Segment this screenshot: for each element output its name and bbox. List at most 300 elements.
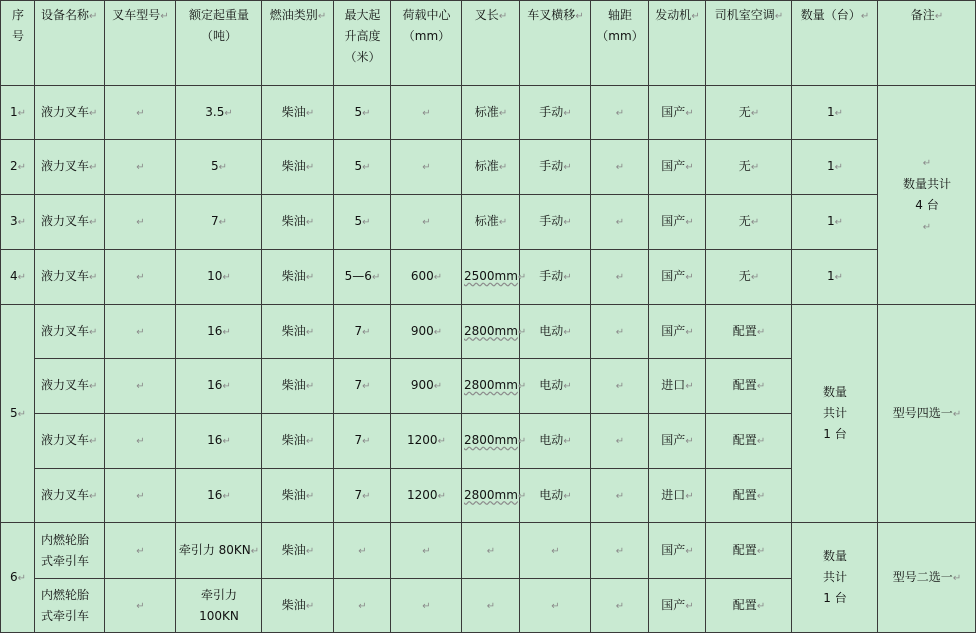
cell-wheelbase xyxy=(591,86,649,140)
paragraph-mark: ↵ xyxy=(136,436,145,447)
cell-model xyxy=(105,140,176,195)
cell-fuel-text: 柴油 xyxy=(281,104,306,119)
col-header-engine-text: 发动机 xyxy=(655,8,692,22)
cell-fork xyxy=(462,250,527,305)
paragraph-mark: ↵ xyxy=(136,600,145,612)
col-header-load-line: 额定起重量 xyxy=(188,8,249,22)
cell-engine xyxy=(649,469,706,523)
paragraph-mark: ↵ xyxy=(750,107,760,119)
paragraph-mark: ↵ xyxy=(222,490,231,502)
cell-fork xyxy=(462,305,527,359)
cell-fuel xyxy=(262,86,334,140)
col-header-fuel-text: 燃油类别 xyxy=(269,8,318,22)
cell-qty-group xyxy=(792,523,878,633)
cell-name xyxy=(35,359,105,414)
cell-shift-text: 电动 xyxy=(539,323,564,338)
cell-engine-text: 国产 xyxy=(661,214,686,228)
cell-name xyxy=(35,195,105,250)
cell-shift xyxy=(517,305,591,359)
cell-name-line: 式牵引车 xyxy=(41,553,90,568)
cell-shift-text: 手动 xyxy=(539,104,564,119)
cell-engine xyxy=(649,414,706,469)
cell-shift xyxy=(520,195,591,250)
cell-name-text: 液力叉车 xyxy=(41,269,90,283)
cell-lift xyxy=(334,523,391,579)
cell-lift xyxy=(334,195,391,250)
cell-name xyxy=(35,579,105,633)
cell-note-group-text: 型号二选一 xyxy=(892,569,953,584)
cell-load xyxy=(176,305,262,359)
paragraph-mark: ↵ xyxy=(250,545,260,557)
cell-load-text: 16 xyxy=(207,433,223,447)
paragraph-mark: ↵ xyxy=(136,490,145,502)
cell-lift xyxy=(334,359,391,414)
cell-shift-text: 电动 xyxy=(539,433,564,447)
paragraph-mark: ↵ xyxy=(615,436,625,447)
cell-ac-text: 无 xyxy=(738,104,751,119)
paragraph-mark: ↵ xyxy=(685,326,694,338)
cell-model xyxy=(105,579,176,633)
cell-name-text: 液力叉车 xyxy=(41,378,90,392)
col-header-seq-line: 序 xyxy=(11,8,24,22)
cell-engine-text: 进口 xyxy=(661,487,686,502)
cell-engine-text: 国产 xyxy=(661,323,686,338)
cell-model xyxy=(105,469,176,523)
cell-center xyxy=(391,140,462,195)
cell-lift xyxy=(334,414,391,469)
paragraph-mark: ↵ xyxy=(305,162,315,173)
cell-shift xyxy=(517,359,591,414)
cell-ac xyxy=(706,414,792,469)
cell-ac-text: 无 xyxy=(738,269,751,283)
cell-fork-text: 2800mm xyxy=(464,487,518,502)
col-header-lift xyxy=(334,1,391,86)
paragraph-mark: ↵ xyxy=(615,490,625,502)
col-header-model-text: 叉车型号 xyxy=(112,8,161,22)
cell-load xyxy=(176,140,262,195)
cell-fork xyxy=(462,469,527,523)
paragraph-mark: ↵ xyxy=(498,107,508,119)
paragraph-mark: ↵ xyxy=(136,107,145,119)
paragraph-mark: ↵ xyxy=(615,326,625,338)
cell-center xyxy=(391,305,462,359)
paragraph-mark: ↵ xyxy=(17,162,27,173)
cell-wheelbase xyxy=(591,414,649,469)
cell-load xyxy=(176,359,262,414)
cell-wheelbase xyxy=(591,250,649,305)
col-header-lift-line: 最大起 xyxy=(344,8,381,22)
paragraph-mark: ↵ xyxy=(305,326,315,338)
paragraph-mark: ↵ xyxy=(685,490,694,502)
paragraph-mark: ↵ xyxy=(563,490,572,502)
paragraph-mark: ↵ xyxy=(551,600,560,612)
paragraph-mark: ↵ xyxy=(305,272,315,283)
paragraph-mark: ↵ xyxy=(750,272,760,283)
paragraph-mark: ↵ xyxy=(685,107,694,119)
cell-name xyxy=(35,414,105,469)
paragraph-mark: ↵ xyxy=(756,326,766,338)
cell-note-group-text: 型号四选一 xyxy=(892,405,953,420)
cell-lift-text: 7 xyxy=(354,487,363,502)
cell-shift-text: 电动 xyxy=(539,378,564,392)
paragraph-mark: ↵ xyxy=(89,217,98,228)
paragraph-mark: ↵ xyxy=(486,600,496,612)
cell-ac-text: 配置 xyxy=(732,433,757,447)
col-header-fuel xyxy=(262,1,334,86)
cell-center-text: 900 xyxy=(410,323,434,338)
cell-ac xyxy=(706,359,792,414)
cell-qty-group-line: 数量 xyxy=(822,385,847,399)
paragraph-mark: ↵ xyxy=(486,545,496,557)
cell-ac xyxy=(706,195,792,250)
paragraph-mark: ↵ xyxy=(136,381,145,392)
cell-fork-text: 标准 xyxy=(474,214,499,228)
paragraph-mark: ↵ xyxy=(685,545,694,557)
paragraph-mark: ↵ xyxy=(498,217,508,228)
paragraph-mark: ↵ xyxy=(305,545,315,557)
cell-shift xyxy=(517,414,591,469)
paragraph-mark: ↵ xyxy=(922,158,932,169)
paragraph-mark: ↵ xyxy=(89,11,98,22)
table-row xyxy=(1,250,976,305)
paragraph-mark: ↵ xyxy=(517,381,527,392)
cell-ac-text: 配置 xyxy=(732,597,757,612)
paragraph-mark: ↵ xyxy=(136,162,145,173)
cell-ac-text: 无 xyxy=(738,214,751,228)
col-header-wheelbase xyxy=(591,1,649,86)
cell-engine-text: 国产 xyxy=(661,433,686,447)
cell-name xyxy=(35,523,105,579)
col-header-load xyxy=(176,1,262,86)
paragraph-mark: ↵ xyxy=(371,272,381,283)
cell-note-group xyxy=(878,86,976,305)
cell-name-line: 式牵引车 xyxy=(41,608,90,623)
paragraph-mark: ↵ xyxy=(422,217,431,228)
paragraph-mark: ↵ xyxy=(358,545,367,557)
col-header-shift xyxy=(520,1,591,86)
paragraph-mark: ↵ xyxy=(89,381,98,392)
cell-engine xyxy=(649,250,706,305)
cell-note-group-line: 数量共计 xyxy=(902,177,951,191)
cell-model xyxy=(105,359,176,414)
col-header-qty-text: 数量（台） xyxy=(800,8,861,22)
cell-fuel xyxy=(262,305,334,359)
cell-qty xyxy=(792,86,878,140)
paragraph-mark: ↵ xyxy=(551,545,560,557)
col-header-note-text: 备注 xyxy=(910,8,935,22)
col-header-center-line: 荷载中心 xyxy=(402,8,451,22)
cell-fork xyxy=(462,579,520,633)
cell-shift-text: 手动 xyxy=(539,214,564,228)
cell-lift xyxy=(334,250,391,305)
col-header-seq-line: 号 xyxy=(11,29,24,43)
cell-note-group-line: 4 台 xyxy=(915,198,939,212)
cell-fuel xyxy=(262,414,334,469)
table-row xyxy=(1,305,976,359)
col-header-ac xyxy=(706,1,792,86)
cell-lift-text: 5 xyxy=(354,104,363,119)
col-header-lift-line: 升高度 xyxy=(344,29,381,43)
cell-ac xyxy=(706,469,792,523)
cell-shift xyxy=(520,579,591,633)
cell-seq xyxy=(1,140,35,195)
cell-load xyxy=(176,250,262,305)
cell-name-line: 内燃轮胎 xyxy=(41,532,90,547)
cell-seq xyxy=(1,523,35,633)
cell-ac xyxy=(706,86,792,140)
paragraph-mark: ↵ xyxy=(615,272,625,283)
paragraph-mark: ↵ xyxy=(834,162,844,173)
col-header-center xyxy=(391,1,462,86)
col-header-lift-line: （米） xyxy=(344,50,381,64)
paragraph-mark: ↵ xyxy=(615,545,625,557)
paragraph-mark: ↵ xyxy=(563,326,572,338)
paragraph-mark: ↵ xyxy=(615,162,625,173)
cell-lift-text: 5—6 xyxy=(344,269,372,283)
cell-fork-text: 2800mm xyxy=(464,433,518,447)
cell-wheelbase xyxy=(591,579,649,633)
cell-engine-text: 国产 xyxy=(661,159,686,173)
cell-center xyxy=(391,195,462,250)
paragraph-mark: ↵ xyxy=(422,600,431,612)
cell-shift xyxy=(517,250,591,305)
cell-center xyxy=(391,579,462,633)
paragraph-mark: ↵ xyxy=(218,217,228,228)
paragraph-mark: ↵ xyxy=(615,600,625,612)
paragraph-mark: ↵ xyxy=(362,326,371,338)
paragraph-mark: ↵ xyxy=(89,272,98,283)
col-header-fork-text: 叉长 xyxy=(474,8,499,22)
paragraph-mark: ↵ xyxy=(224,107,233,119)
cell-load xyxy=(176,86,262,140)
header-row xyxy=(1,1,976,86)
cell-load-line: 100KN xyxy=(199,608,239,623)
paragraph-mark: ↵ xyxy=(17,572,27,584)
cell-engine xyxy=(649,140,706,195)
cell-ac xyxy=(706,579,792,633)
cell-fuel xyxy=(262,469,334,523)
paragraph-mark: ↵ xyxy=(563,162,572,173)
paragraph-mark: ↵ xyxy=(305,600,315,612)
col-header-qty xyxy=(792,1,878,86)
paragraph-mark: ↵ xyxy=(136,326,145,338)
cell-fuel xyxy=(262,359,334,414)
cell-wheelbase xyxy=(591,359,649,414)
paragraph-mark: ↵ xyxy=(17,272,27,283)
cell-ac xyxy=(706,305,792,359)
cell-engine xyxy=(649,86,706,140)
cell-qty-text: 1 xyxy=(826,214,835,228)
cell-seq-text: 4 xyxy=(9,269,18,283)
cell-shift xyxy=(517,469,591,523)
paragraph-mark: ↵ xyxy=(498,11,508,22)
paragraph-mark: ↵ xyxy=(517,490,527,502)
cell-name-text: 液力叉车 xyxy=(41,487,90,502)
paragraph-mark: ↵ xyxy=(89,436,98,447)
col-header-center-line: （mm） xyxy=(402,29,451,43)
cell-center xyxy=(391,469,462,523)
cell-ac-text: 配置 xyxy=(732,542,757,557)
cell-shift xyxy=(520,523,591,579)
cell-seq-text: 6 xyxy=(9,569,18,584)
col-header-fork xyxy=(462,1,520,86)
cell-model xyxy=(105,523,176,579)
cell-shift-text: 手动 xyxy=(539,159,564,173)
paragraph-mark: ↵ xyxy=(685,436,694,447)
cell-lift xyxy=(334,86,391,140)
paragraph-mark: ↵ xyxy=(160,11,169,22)
cell-fork-text: 2800mm xyxy=(464,323,518,338)
cell-engine xyxy=(649,579,706,633)
paragraph-mark: ↵ xyxy=(952,572,962,584)
paragraph-mark: ↵ xyxy=(563,107,572,119)
paragraph-mark: ↵ xyxy=(136,217,145,228)
cell-fuel-text: 柴油 xyxy=(281,159,306,173)
paragraph-mark: ↵ xyxy=(222,272,231,283)
cell-model xyxy=(105,414,176,469)
cell-qty-group xyxy=(792,305,878,523)
cell-fork-text: 2500mm xyxy=(464,269,518,283)
paragraph-mark: ↵ xyxy=(422,162,431,173)
cell-model xyxy=(105,305,176,359)
cell-name-text: 液力叉车 xyxy=(41,104,90,119)
cell-shift-text: 电动 xyxy=(539,487,564,502)
cell-name-text: 液力叉车 xyxy=(41,159,90,173)
cell-shift xyxy=(520,86,591,140)
cell-qty-text: 1 xyxy=(826,159,835,173)
paragraph-mark: ↵ xyxy=(563,217,572,228)
cell-fuel xyxy=(262,579,334,633)
paragraph-mark: ↵ xyxy=(422,107,431,119)
paragraph-mark: ↵ xyxy=(362,162,371,173)
col-header-wheelbase-line: （mm） xyxy=(596,29,644,43)
cell-load-line: 牵引力 xyxy=(200,587,237,602)
paragraph-mark: ↵ xyxy=(136,272,145,283)
cell-name-text: 液力叉车 xyxy=(41,323,90,338)
paragraph-mark: ↵ xyxy=(89,107,98,119)
cell-load xyxy=(176,469,262,523)
cell-qty xyxy=(792,250,878,305)
cell-shift-text: 手动 xyxy=(539,269,564,283)
cell-ac xyxy=(706,250,792,305)
cell-load-text: 牵引力 80KN xyxy=(178,542,251,557)
table-row xyxy=(1,195,976,250)
cell-fuel-text: 柴油 xyxy=(281,542,306,557)
paragraph-mark: ↵ xyxy=(305,490,315,502)
table-row xyxy=(1,86,976,140)
paragraph-mark: ↵ xyxy=(517,436,527,447)
cell-ac xyxy=(706,523,792,579)
paragraph-mark: ↵ xyxy=(750,217,760,228)
col-header-name-text: 设备名称 xyxy=(41,8,90,22)
cell-note-group xyxy=(878,523,976,633)
paragraph-mark: ↵ xyxy=(615,107,625,119)
cell-wheelbase xyxy=(591,140,649,195)
cell-fuel xyxy=(262,140,334,195)
cell-fuel-text: 柴油 xyxy=(281,378,306,392)
cell-note-group xyxy=(878,305,976,523)
cell-load-text: 16 xyxy=(207,323,223,338)
cell-qty-group-line: 1 台 xyxy=(823,591,847,605)
cell-engine xyxy=(649,523,706,579)
paragraph-mark: ↵ xyxy=(358,600,367,612)
paragraph-mark: ↵ xyxy=(922,222,932,233)
paragraph-mark: ↵ xyxy=(615,381,625,392)
paragraph-mark: ↵ xyxy=(834,217,844,228)
cell-fuel xyxy=(262,195,334,250)
cell-fuel-text: 柴油 xyxy=(281,269,306,283)
cell-lift xyxy=(334,469,391,523)
paragraph-mark: ↵ xyxy=(362,217,371,228)
cell-load-text: 5 xyxy=(210,159,219,173)
cell-fuel xyxy=(262,523,334,579)
cell-fork xyxy=(462,414,527,469)
cell-seq xyxy=(1,305,35,523)
paragraph-mark: ↵ xyxy=(834,272,844,283)
cell-lift-text: 5 xyxy=(354,159,363,173)
paragraph-mark: ↵ xyxy=(17,408,27,420)
cell-center xyxy=(391,523,462,579)
cell-shift xyxy=(520,140,591,195)
cell-engine-text: 国产 xyxy=(661,104,686,119)
paragraph-mark: ↵ xyxy=(615,217,625,228)
paragraph-mark: ↵ xyxy=(517,272,527,283)
paragraph-mark: ↵ xyxy=(89,326,98,338)
cell-wheelbase xyxy=(591,523,649,579)
paragraph-mark: ↵ xyxy=(305,436,315,447)
paragraph-mark: ↵ xyxy=(222,381,231,392)
cell-fork-text: 标准 xyxy=(474,104,499,119)
cell-ac xyxy=(706,140,792,195)
cell-seq xyxy=(1,250,35,305)
cell-fuel-text: 柴油 xyxy=(281,433,306,447)
cell-center xyxy=(391,414,462,469)
cell-ac-text: 配置 xyxy=(732,487,757,502)
cell-seq-text: 1 xyxy=(9,104,18,119)
cell-fuel-text: 柴油 xyxy=(281,323,306,338)
paragraph-mark: ↵ xyxy=(934,11,944,22)
paragraph-mark: ↵ xyxy=(437,436,446,447)
cell-fuel xyxy=(262,250,334,305)
cell-qty-text: 1 xyxy=(826,269,835,283)
paragraph-mark: ↵ xyxy=(437,490,446,502)
cell-fork xyxy=(462,140,520,195)
cell-center-text: 1200 xyxy=(407,487,438,502)
paragraph-mark: ↵ xyxy=(756,600,766,612)
paragraph-mark: ↵ xyxy=(362,436,371,447)
cell-seq-text: 5 xyxy=(9,405,18,420)
paragraph-mark: ↵ xyxy=(685,217,694,228)
paragraph-mark: ↵ xyxy=(575,11,584,22)
paragraph-mark: ↵ xyxy=(362,381,371,392)
paragraph-mark: ↵ xyxy=(756,490,766,502)
paragraph-mark: ↵ xyxy=(750,162,760,173)
paragraph-mark: ↵ xyxy=(860,11,870,22)
paragraph-mark: ↵ xyxy=(691,11,700,22)
cell-engine xyxy=(649,359,706,414)
table-body xyxy=(1,1,976,633)
paragraph-mark: ↵ xyxy=(756,381,766,392)
paragraph-mark: ↵ xyxy=(89,162,98,173)
cell-model xyxy=(105,86,176,140)
cell-lift-text: 7 xyxy=(354,323,363,338)
cell-load-text: 16 xyxy=(207,487,223,502)
paragraph-mark: ↵ xyxy=(362,490,371,502)
paragraph-mark: ↵ xyxy=(305,217,315,228)
cell-ac-text: 配置 xyxy=(732,323,757,338)
cell-fuel-text: 柴油 xyxy=(281,487,306,502)
paragraph-mark: ↵ xyxy=(433,326,443,338)
